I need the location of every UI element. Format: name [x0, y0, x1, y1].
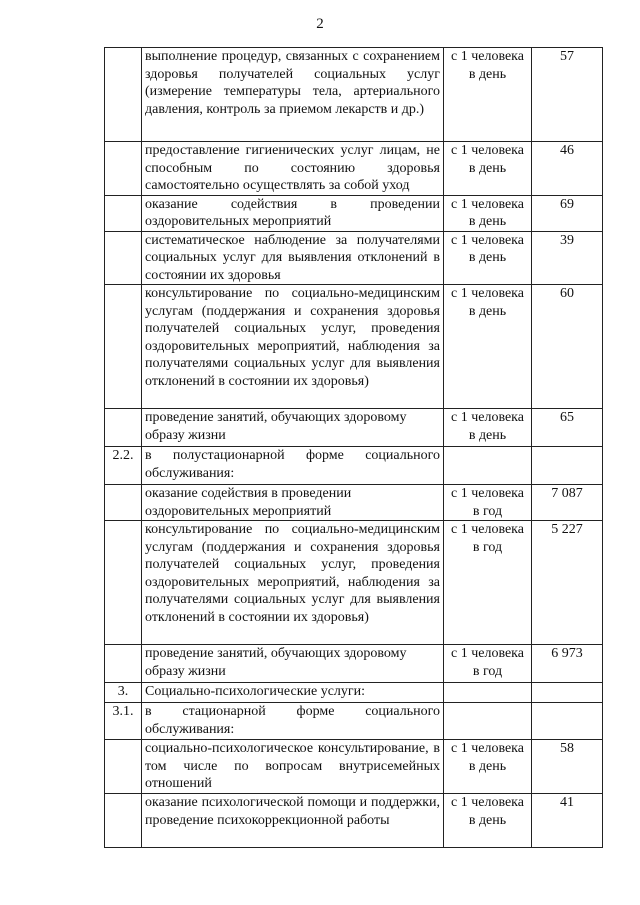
unit-line: с 1 человека: [450, 646, 524, 661]
value-cell: 46: [532, 142, 603, 196]
value-cell: [532, 683, 603, 703]
service-description: выполнение процедур, связанных с сохранением здоровья получателей социальных услуг (измерение температуры тела, артериального давления, контроль за приемом лекарств и др.): [142, 48, 444, 142]
table-row: [105, 683, 603, 703]
value-cell: 5 227: [532, 521, 603, 645]
value-cell: 69: [532, 195, 603, 231]
services-table: [104, 47, 603, 848]
service-description: систематическое наблюдение за получателями социальных услуг для выявления отклонений в состоянии их здоровья: [142, 231, 444, 285]
row-number: [105, 231, 142, 285]
table-row: [105, 740, 603, 794]
service-description: Социально-психологические услуги:: [142, 683, 444, 703]
value-cell: 57: [532, 48, 603, 142]
table-row: [105, 521, 603, 645]
row-number: 3.1.: [105, 703, 142, 740]
value-cell: 7 087: [532, 485, 603, 521]
unit-line: с 1 человека: [450, 286, 524, 301]
unit-line: с 1 человека: [450, 196, 524, 212]
unit-cell: [444, 645, 532, 683]
table-row: [105, 703, 603, 740]
service-description: социально-психологическое консультирование, в том числе по вопросам внутрисемейных отношений: [142, 740, 444, 794]
unit-line: в день: [468, 427, 507, 443]
row-number: [105, 142, 142, 196]
unit-line: с 1 человека: [450, 522, 524, 537]
unit-line: с 1 человека: [450, 741, 524, 756]
service-description: оказание содействия в проведении оздоровительных мероприятий: [142, 485, 444, 521]
table-row: [105, 485, 603, 521]
service-description: в стационарной форме социального обслуживания:: [142, 703, 444, 740]
value-cell: 58: [532, 740, 603, 794]
unit-line: в день: [468, 758, 507, 774]
unit-line: с 1 человека: [450, 232, 524, 248]
service-description: консультирование по социально-медицинским услугам (поддержания и сохранения здоровья получателей социальных услуг, проведения оздоровительных мероприятий, наблюдения за получателями социальных услуг для выявления отклонений в состоянии их здоровья): [142, 521, 444, 645]
unit-cell: [444, 794, 532, 848]
unit-cell: [444, 285, 532, 409]
unit-cell: [444, 142, 532, 196]
unit-line: с 1 человека: [450, 143, 524, 158]
unit-line: в день: [468, 812, 507, 828]
value-cell: 60: [532, 285, 603, 409]
unit-cell: [444, 521, 532, 645]
value-cell: 65: [532, 409, 603, 447]
unit-line: с 1 человека: [450, 410, 524, 425]
page-number: 2: [316, 16, 324, 32]
row-number: [105, 409, 142, 447]
row-number: 2.2.: [105, 447, 142, 485]
row-number: [105, 195, 142, 231]
service-description: оказание психологической помощи и поддержки, проведение психокоррекционной работы: [142, 794, 444, 848]
unit-line: в день: [468, 66, 507, 82]
unit-line: с 1 человека: [450, 486, 524, 501]
table-row: [105, 231, 603, 285]
unit-line: в год: [472, 539, 503, 555]
row-number: [105, 285, 142, 409]
unit-line: в год: [472, 663, 503, 679]
unit-cell: [444, 703, 532, 740]
unit-cell: [444, 740, 532, 794]
row-number: [105, 740, 142, 794]
unit-line: с 1 человека: [450, 49, 524, 64]
service-description: в полустационарной форме социального обслуживания:: [142, 447, 444, 485]
table-row: [105, 409, 603, 447]
value-cell: 41: [532, 794, 603, 848]
table-row: [105, 447, 603, 485]
unit-line: в день: [468, 214, 507, 229]
table-row: [105, 48, 603, 142]
row-number: [105, 485, 142, 521]
service-description: предоставление гигиенических услуг лицам, не способным по состоянию здоровья самостоятельно осуществлять за собой уход: [142, 142, 444, 196]
row-number: 3.: [105, 683, 142, 703]
row-number: [105, 521, 142, 645]
table-row: [105, 142, 603, 196]
value-cell: [532, 703, 603, 740]
service-description: оказание содействия в проведении оздоровительных мероприятий: [142, 195, 444, 231]
value-cell: 39: [532, 231, 603, 285]
unit-cell: [444, 231, 532, 285]
unit-cell: [444, 195, 532, 231]
service-description: проведение занятий, обучающих здоровому образу жизни: [142, 645, 444, 683]
unit-line: в день: [468, 303, 507, 319]
value-cell: 6 973: [532, 645, 603, 683]
row-number: [105, 794, 142, 848]
service-description: проведение занятий, обучающих здоровому образу жизни: [142, 409, 444, 447]
unit-line: в день: [468, 250, 507, 265]
table-row: [105, 195, 603, 231]
row-number: [105, 645, 142, 683]
unit-cell: [444, 409, 532, 447]
unit-cell: [444, 48, 532, 142]
table-row: [105, 645, 603, 683]
unit-cell: [444, 447, 532, 485]
service-description: консультирование по социально-медицинским услугам (поддержания и сохранения здоровья получателей социальных услуг, проведения оздоровительных мероприятий, наблюдения за получателями социальных услуг для выявления отклонений в состоянии их здоровья): [142, 285, 444, 409]
unit-cell: [444, 683, 532, 703]
row-number: [105, 48, 142, 142]
unit-cell: [444, 485, 532, 521]
unit-line: в день: [468, 160, 507, 176]
unit-line: в год: [472, 503, 503, 519]
table-row: [105, 285, 603, 409]
value-cell: [532, 447, 603, 485]
unit-line: с 1 человека: [450, 795, 524, 810]
table-row: [105, 794, 603, 848]
